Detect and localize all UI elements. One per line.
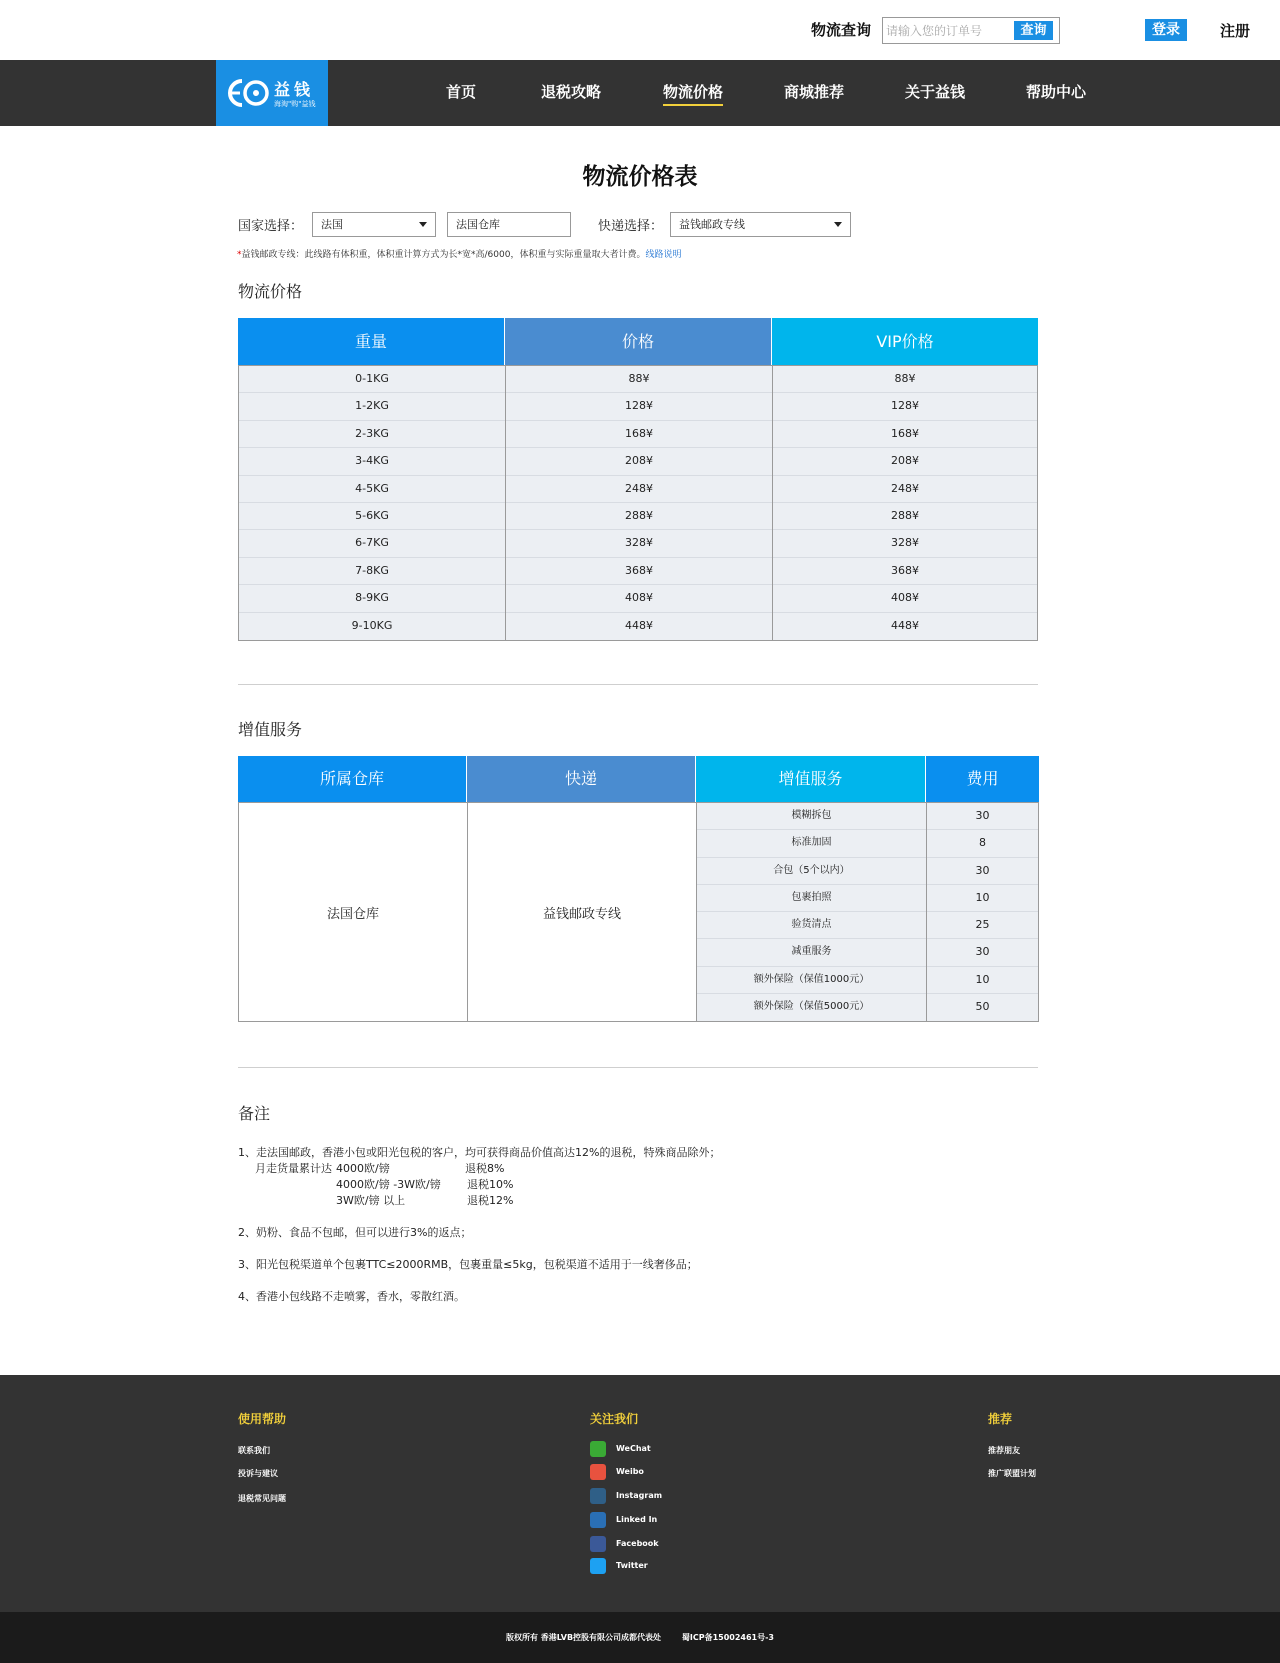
social-name: Twitter — [616, 1561, 648, 1570]
tier-intro: 月走货量累计达 — [255, 1162, 332, 1175]
warehouse-cell: 法国仓库 — [239, 803, 468, 1021]
country-label: 国家选择： — [238, 219, 304, 234]
price-cell: 448¥ — [506, 613, 772, 640]
express-cell: 益钱邮政专线 — [468, 803, 697, 1021]
nav-home[interactable]: 首页 — [446, 83, 477, 101]
order-number-input[interactable] — [886, 21, 1014, 40]
register-link[interactable]: 注册 — [1220, 22, 1251, 40]
tier-rebate: 退税8% — [465, 1162, 505, 1175]
tier-rebate: 退税10% — [467, 1178, 514, 1191]
service-name-cell: 模糊拆包 — [697, 803, 926, 830]
service-fee-column — [927, 803, 1038, 1021]
route-info-link[interactable]: 线路说明 — [645, 250, 682, 260]
footer-link-refer-friend[interactable]: 推荐朋友 — [988, 1446, 1020, 1455]
weight-cell: 1-2KG — [239, 393, 505, 420]
express-select[interactable] — [670, 212, 851, 237]
footer — [0, 1375, 1280, 1612]
nav-about[interactable]: 关于益钱 — [905, 83, 966, 101]
linkedin-icon — [590, 1512, 606, 1528]
price-cell: 88¥ — [506, 366, 772, 393]
price-cell: 128¥ — [506, 393, 772, 420]
weight-cell: 0-1KG — [239, 366, 505, 393]
chevron-down-icon — [834, 222, 842, 227]
price-cell: 408¥ — [506, 585, 772, 612]
social-name: Instagram — [616, 1491, 663, 1500]
note-2: 2、奶粉、食品不包邮，但可以进行3%的返点； — [238, 1226, 472, 1239]
service-name-cell: 包裹拍照 — [697, 885, 926, 912]
footer-recommend-title: 推荐 — [988, 1412, 1013, 1426]
service-fee-cell: 30 — [927, 858, 1038, 885]
instagram-icon — [590, 1488, 606, 1504]
tier-amount: 3W欧/镑 以上 — [336, 1194, 406, 1207]
country-select-value: 法国 — [321, 218, 343, 231]
vip-price-column — [773, 366, 1037, 640]
weight-cell: 2-3KG — [239, 421, 505, 448]
note-3: 3、阳光包税渠道单个包裹TTC≤2000RMB，包裹重量≤5kg，包税渠道不适用于一线奢侈品； — [238, 1258, 698, 1271]
social-name: Facebook — [616, 1539, 659, 1548]
logo-name: 益钱 — [274, 80, 315, 99]
price-cell: 368¥ — [506, 558, 772, 585]
top-bar — [0, 0, 1280, 60]
required-mark: * — [237, 250, 242, 260]
header-vip-price: VIP价格 — [772, 318, 1038, 365]
note-1: 1、走法国邮政，香港小包或阳光包税的客户，均可获得商品价值高达12%的退税，特殊商品除外； — [238, 1146, 721, 1159]
vip-price-cell: 408¥ — [773, 585, 1037, 612]
vip-price-cell: 328¥ — [773, 530, 1037, 557]
service-fee-cell: 30 — [927, 939, 1038, 966]
service-name-cell: 验货清点 — [697, 912, 926, 939]
service-fee-cell: 10 — [927, 885, 1038, 912]
service-table-body — [238, 802, 1039, 1022]
price-cell: 168¥ — [506, 421, 772, 448]
twitter-icon — [590, 1558, 606, 1574]
vip-price-cell: 288¥ — [773, 503, 1037, 530]
price-column — [506, 366, 773, 640]
vip-price-cell: 88¥ — [773, 366, 1037, 393]
footer-link-affiliate[interactable]: 推广联盟计划 — [988, 1469, 1036, 1478]
header-weight: 重量 — [238, 318, 504, 365]
footer-link-contact[interactable]: 联系我们 — [238, 1446, 270, 1455]
section-divider — [238, 684, 1038, 685]
express-label: 快递选择： — [598, 219, 664, 234]
service-fee-cell: 10 — [927, 967, 1038, 994]
notes-title: 备注 — [238, 1104, 271, 1123]
logo-mark-icon — [225, 77, 275, 109]
price-cell: 208¥ — [506, 448, 772, 475]
weight-cell: 3-4KG — [239, 448, 505, 475]
header-service: 增值服务 — [696, 756, 925, 802]
service-name-cell: 额外保险（保值5000元） — [697, 994, 926, 1021]
header-warehouse: 所属仓库 — [238, 756, 466, 802]
header-express: 快递 — [467, 756, 695, 802]
tier-rebate: 退税12% — [467, 1194, 514, 1207]
footer-follow-title: 关注我们 — [590, 1412, 639, 1426]
nav-tax-refund-guide[interactable]: 退税攻略 — [541, 83, 602, 101]
footer-link-tax-faq[interactable]: 退税常见问题 — [238, 1494, 286, 1503]
weight-cell: 7-8KG — [239, 558, 505, 585]
service-name-cell: 额外保险（保值1000元） — [697, 967, 926, 994]
logo-slogan: 海淘"购"益钱 — [274, 100, 316, 108]
icp-number: 蜀ICP备15002461号-3 — [681, 1633, 774, 1642]
route-note — [237, 247, 681, 260]
weight-cell: 5-6KG — [239, 503, 505, 530]
tracking-label: 物流查询 — [811, 21, 872, 39]
social-name: Linked In — [616, 1515, 658, 1524]
route-note-text: 益钱邮政专线：此线路有体积重，体积重计算方式为长*宽*高/6000，体积重与实际重量取大者计费。 — [241, 250, 646, 260]
weight-cell: 4-5KG — [239, 476, 505, 503]
express-select-value: 益钱邮政专线 — [679, 218, 745, 231]
logo[interactable] — [216, 60, 328, 126]
vip-price-cell: 368¥ — [773, 558, 1037, 585]
service-table-header — [238, 756, 1039, 802]
weight-column — [239, 366, 506, 640]
vip-price-cell: 128¥ — [773, 393, 1037, 420]
weight-cell: 6-7KG — [239, 530, 505, 557]
service-name-cell: 标准加固 — [697, 830, 926, 857]
nav-mall-recommend[interactable]: 商城推荐 — [784, 83, 845, 101]
header-fee: 费用 — [926, 756, 1039, 802]
price-cell: 248¥ — [506, 476, 772, 503]
nav-help-center[interactable]: 帮助中心 — [1026, 83, 1087, 101]
warehouse-field[interactable] — [447, 212, 571, 237]
service-fee-cell: 50 — [927, 994, 1038, 1021]
header-price: 价格 — [505, 318, 771, 365]
weibo-icon — [590, 1464, 606, 1480]
footer-help-title: 使用帮助 — [238, 1412, 287, 1426]
service-fee-cell: 8 — [927, 830, 1038, 857]
nav-shipping-prices[interactable]: 物流价格 — [663, 81, 723, 106]
weight-cell: 9-10KG — [239, 613, 505, 640]
social-name: WeChat — [616, 1444, 651, 1453]
wechat-icon — [590, 1441, 606, 1457]
vip-price-cell: 208¥ — [773, 448, 1037, 475]
copyright-owner: 版权所有 香港LVB控股有限公司成都代表处 — [505, 1633, 662, 1642]
service-fee-cell: 25 — [927, 912, 1038, 939]
price-section-title: 物流价格 — [238, 282, 303, 301]
vip-price-cell: 248¥ — [773, 476, 1037, 503]
service-name-cell: 合包（5个以内） — [697, 858, 926, 885]
service-fee-cell: 30 — [927, 803, 1038, 830]
price-table-body — [238, 365, 1038, 641]
price-cell: 288¥ — [506, 503, 772, 530]
tracking-search-button[interactable]: 查询 — [1014, 21, 1053, 40]
service-name-cell: 减重服务 — [697, 939, 926, 966]
price-cell: 328¥ — [506, 530, 772, 557]
service-section-title: 增值服务 — [238, 720, 303, 739]
service-name-column — [697, 803, 927, 1021]
footer-link-feedback[interactable]: 投诉与建议 — [238, 1469, 278, 1478]
copyright-bar — [0, 1612, 1280, 1663]
login-button[interactable]: 登录 — [1145, 19, 1187, 41]
tier-amount: 4000欧/镑 -3W欧/镑 — [336, 1178, 441, 1191]
section-divider — [238, 1067, 1038, 1068]
vip-price-cell: 168¥ — [773, 421, 1037, 448]
social-name: Weibo — [616, 1467, 644, 1476]
weight-cell: 8-9KG — [239, 585, 505, 612]
facebook-icon — [590, 1536, 606, 1552]
page-title: 物流价格表 — [582, 164, 698, 190]
warehouse-field-value: 法国仓库 — [456, 218, 500, 231]
vip-price-cell: 448¥ — [773, 613, 1037, 640]
tracking-search-box — [882, 17, 1060, 44]
price-table-header — [238, 318, 1038, 365]
tier-amount: 4000欧/镑 — [336, 1162, 390, 1175]
note-4: 4、香港小包线路不走喷雾，香水，零散红酒。 — [238, 1290, 465, 1303]
country-select[interactable] — [312, 212, 436, 237]
chevron-down-icon — [419, 222, 427, 227]
main-nav — [0, 60, 1280, 126]
